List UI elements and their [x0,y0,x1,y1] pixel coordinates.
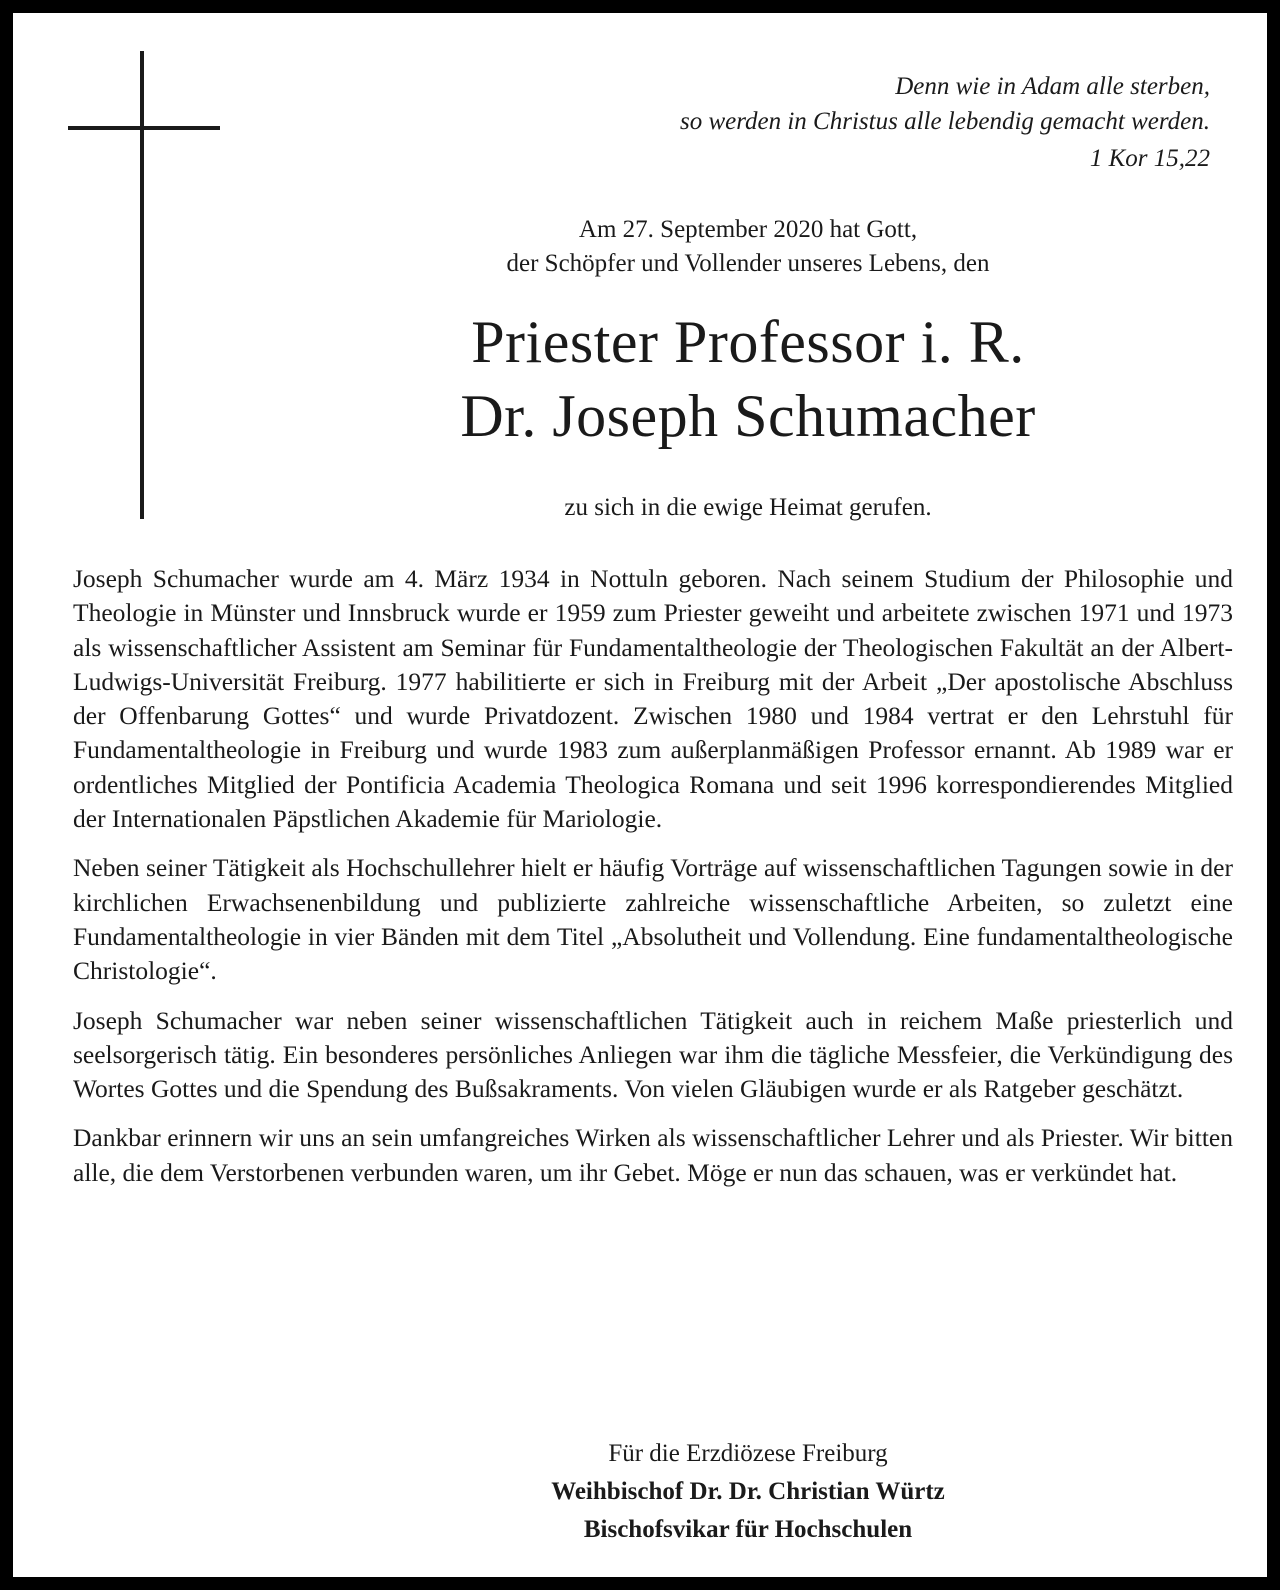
deceased-name: Dr. Joseph Schumacher [460,383,1036,449]
deceased-name-block [248,305,1248,453]
cross-icon [140,51,144,519]
signature-on-behalf: Für die Erzdiözese Freiburg [608,1440,888,1467]
paragraph-biography: Joseph Schumacher wurde am 4. März 1934 in Nottuln geboren. Nach seinem Studium der Philosophie und Theologie in Münster und Innsbruck wurde er 1959 zum Priester geweiht und arbeitete zwischen 1971 und 1973 als wissenschaftlicher Assistent am Seminar für Fundamentaltheologie der Theologischen Fakultät an der Albert-Ludwigs-Universität Freiburg. 1977 habilitierte er sich in Freiburg mit der Arbeit „Der apostolische Abschluss der Offenbarung Gottes“ und wurde Privatdozent. Zwischen 1980 und 1984 vertrat er den Lehrstuhl für Fundamentaltheologie in Freiburg und wurde 1983 zum außerplanmäßigen Professor ernannt. Ab 1989 war er ordentliches Mitglied der Pontificia Academia Theologica Romana und seit 1996 korrespondierendes Mitglied der Internationalen Päpstlichen Akademie für Mariologie. [73,564,1233,834]
intro-text [248,213,1248,281]
paragraph-gratitude: Dankbar erinnern wir uns an sein umfangreiches Wirken als wissenschaftlicher Lehrer und als Priester. Wir bitten alle, die dem Verstorbenen verbunden waren, um ihr Gebet. Möge er nun das schauen, was er verkündet hat. [73,1123,1233,1187]
quote-line-2: so werden in Christus alle lebendig gemacht werden. [679,108,1210,135]
called-home-text: zu sich in die ewige Heimat gerufen. [564,494,932,521]
deceased-title: Priester Professor i. R. [471,309,1025,375]
quote-reference: 1 Kor 15,22 [1089,145,1210,172]
intro-line-2: der Schöpfer und Vollender unseres Lebens, den [506,250,990,277]
obituary-body [73,562,1233,1205]
bible-quote [450,69,1210,176]
quote-line-1: Denn wie in Adam alle sterben, [895,73,1210,100]
intro-line-1: Am 27. September 2020 hat Gott, [578,216,918,243]
signature-role: Bischofsvikar für Hochschulen [583,1516,913,1543]
paragraph-teaching: Neben seiner Tätigkeit als Hochschullehrer hielt er häufig Vorträge auf wissenschaftlichen Tagungen sowie in der kirchlichen Erwachsenenbildung und publizierte zahlreiche wissenschaftliche Arbeiten, so zuletzt eine Fundamentaltheologie in vier Bänden mit dem Titel „Absolutheit und Vollendung. Eine fundamentaltheologische Christologie“. [73,853,1233,986]
cross-icon-crossbar [68,126,220,130]
paragraph-pastoral: Joseph Schumacher war neben seiner wissenschaftlichen Tätigkeit auch in reichem Maße priesterlich und seelsorgerisch tätig. Ein besonderes persönliches Anliegen war ihm die tägliche Messfeier, die Verkündigung des Wortes Gottes und die Spendung des Bußsakraments. Von vielen Gläubigen wurde er als Ratgeber geschätzt. [73,1005,1233,1104]
signature-block [248,1435,1248,1549]
signature-name: Weihbischof Dr. Dr. Christian Würtz [551,1478,945,1505]
